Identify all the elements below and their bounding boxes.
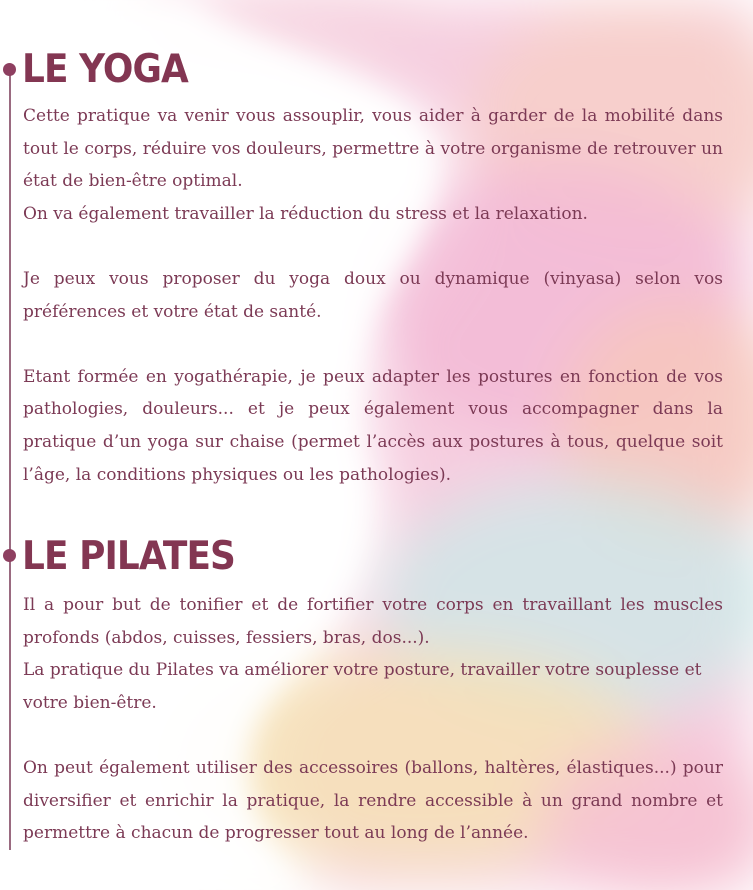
paragraph: Il a pour but de tonifier et de fortifier votre corps en travaillant les muscles profonds (abdos, cuisses, fessiers, bras, dos...). xyxy=(23,595,723,648)
section-body-yoga xyxy=(23,100,723,491)
section-title-pilates: LE PILATES xyxy=(22,534,235,579)
paragraph: On peut également utiliser des accessoires (ballons, haltères, élastiques...) pour diversifier et enrichir la pratique, la rendre accessible à un grand nombre et permettre à chacun de progresser tout au long de l’année. xyxy=(23,757,723,844)
section-title-yoga: LE YOGA xyxy=(22,47,188,92)
section-body-pilates xyxy=(23,589,723,850)
timeline-dot-pilates xyxy=(3,549,16,562)
paragraph: Etant formée en yogathérapie, je peux adapter les postures en fonction de vos pathologies, douleurs... et je peux également vous accompagner dans la pratique d’un yoga sur chaise (permet l’accès aux postures à tous, quelque soit l’âge, la conditions physiques ou les pathologies). xyxy=(23,366,723,485)
paragraph: On va également travailler la réduction du stress et la relaxation. xyxy=(23,203,588,224)
paragraph: Je peux vous proposer du yoga doux ou dynamique (vinyasa) selon vos préférences et votre état de santé. xyxy=(23,268,723,322)
paragraph: La pratique du Pilates va améliorer votre posture, travailler votre souplesse et votre bien-être. xyxy=(23,660,702,713)
timeline-line xyxy=(9,70,11,850)
paragraph: Cette pratique va venir vous assouplir, vous aider à garder de la mobilité dans tout le corps, réduire vos douleurs, permettre à votre organisme de retrouver un état de bien-être optimal. xyxy=(23,106,723,192)
timeline-dot-yoga xyxy=(3,63,16,76)
